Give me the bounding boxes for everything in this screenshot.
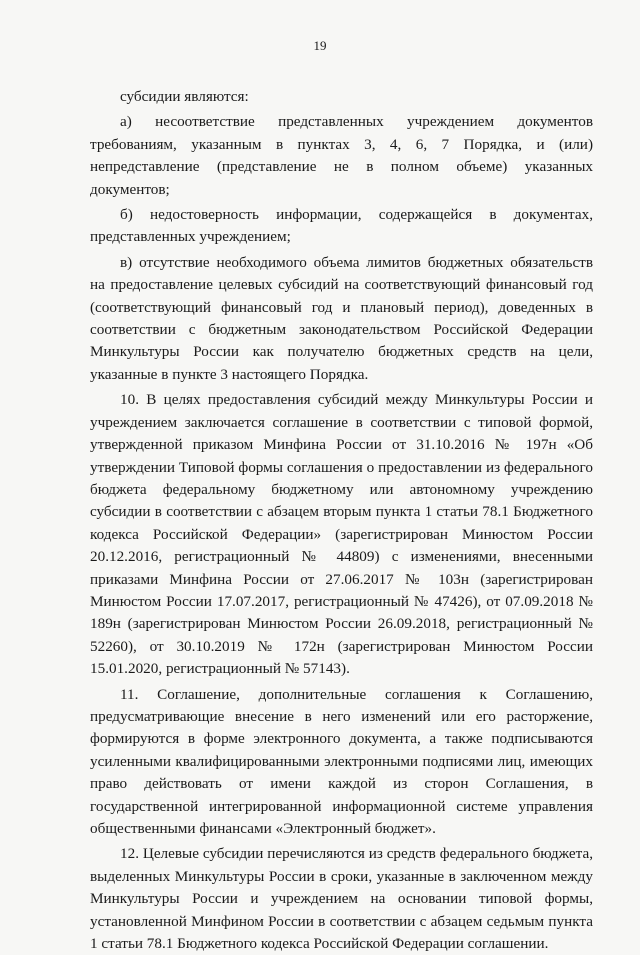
document-body bbox=[90, 86, 593, 955]
paragraph-item-a: а) несоответствие представленных учреждением документов требованиям, указанным в пунктах 3, 4, 6, 7 Порядка, и (или) непредставление (представление не в полном объеме) указанных документов; bbox=[90, 113, 593, 198]
paragraph-item-v: в) отсутствие необходимого объема лимитов бюджетных обязательств на предоставление целевых субсидий на соответствующий финансовый год (соответствующий финансовый год и плановый период), доведенных в соответствии с бюджетным законодательством Российской Федерации Минкультуры России как получателю бюджетных средств на цели, указанные в пункте 3 настоящего Порядка. bbox=[90, 253, 593, 383]
paragraph-item-b: б) недостоверность информации, содержащейся в документах, представленных учреждением; bbox=[90, 206, 593, 246]
paragraph-10: 10. В целях предоставления субсидий между Минкультуры России и учреждением заключается соглашение в соответствии с типовой формой, утвержденной приказом Минфина России от 31.10.2016 № 197н «Об утверждении Типовой формы соглашения о предоставлении из федерального бюджета федеральному бюджетному или автономному учреждению субсидии в соответствии с абзацем вторым пункта 1 статьи 78.1 Бюджетного кодекса Российской Федерации» (зарегистрирован Минюстом России 20.12.2016, регистрационный № 44809) с изменениями, внесенными приказами Минфина России от 27.06.2017 № 103н (зарегистрирован Минюстом России 17.07.2017, регистрационный № 47426), от 07.09.2018 № 189н (зарегистрирован Минюстом России 26.09.2018, регистрационный № 52260), от 30.10.2019 № 172н (зарегистрирован Минюстом России 15.01.2020, регистрационный № 57143). bbox=[90, 391, 593, 678]
paragraph-11: 11. Соглашение, дополнительные соглашения к Соглашению, предусматривающие внесение в него изменений или его расторжение, формируются в форме электронного документа, а также подписываются усиленными квалифицированными электронными подписями лиц, имеющих право действовать от имени каждой из сторон Соглашения, в государственной интегрированной информационной системе управления общественными финансами «Электронный бюджет». bbox=[90, 685, 593, 837]
paragraph-intro: субсидии являются: bbox=[120, 88, 249, 105]
paragraph-12: 12. Целевые субсидии перечисляются из средств федерального бюджета, выделенных Минкультуры России в сроки, указанные в заключенном между Минкультуры России и учреждением на основании типовой формы, установленной Минфином России в соответствии с абзацем седьмым пункта 1 статьи 78.1 Бюджетного кодекса Российской Федерации соглашении. bbox=[90, 845, 593, 953]
page-number: 19 bbox=[313, 38, 327, 53]
